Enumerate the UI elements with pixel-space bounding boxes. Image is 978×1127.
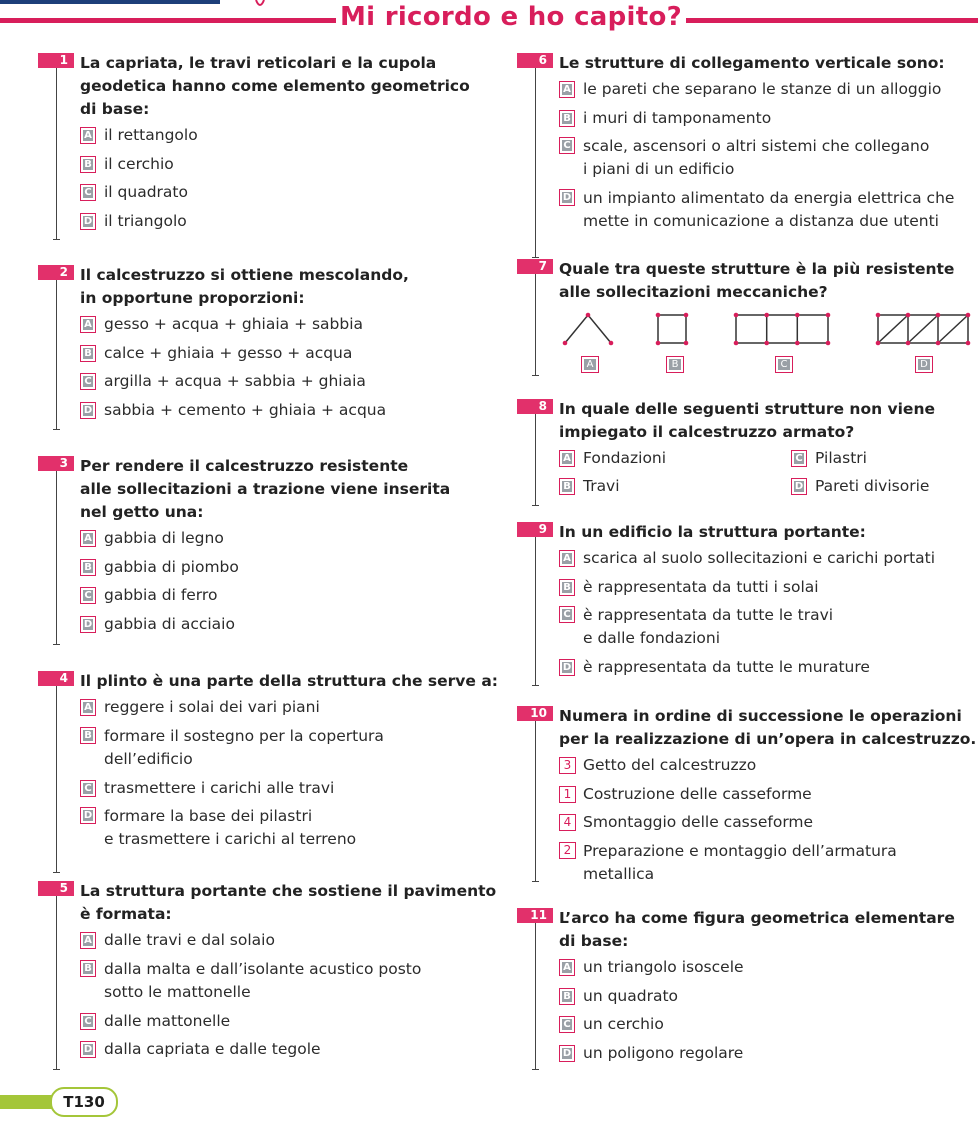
- option-d[interactable]: D è rappresentata da tutte le murature: [559, 653, 978, 682]
- question-text: L’arco ha come figura geometrica elementare di base:: [559, 909, 955, 950]
- option-c[interactable]: C il quadrato: [80, 178, 498, 207]
- option-b[interactable]: B il cerchio: [80, 150, 498, 179]
- option-a[interactable]: A gabbia di legno: [80, 524, 498, 553]
- decorative-bulb-icon: [254, 0, 266, 10]
- option-b[interactable]: B formare il sostegno per la copertura dell’edificio: [80, 722, 508, 774]
- option-a[interactable]: A Fondazioni: [559, 444, 666, 472]
- option-a[interactable]: A il rettangolo: [80, 121, 498, 150]
- question-number: 1: [38, 53, 74, 68]
- question-3: [38, 455, 498, 645]
- option-c[interactable]: C argilla + acqua + sabbia + ghiaia: [80, 367, 498, 396]
- step-number[interactable]: 2: [559, 842, 576, 859]
- option-c[interactable]: C trasmettere i carichi alle travi: [80, 774, 508, 803]
- header-rule-left: [0, 18, 336, 23]
- question-text: Il plinto è una parte della struttura che serve a:: [80, 672, 498, 690]
- step-item[interactable]: 3 Getto del calcestruzzo: [559, 751, 978, 780]
- structure-c-label[interactable]: C: [775, 356, 793, 373]
- question-6: [517, 52, 978, 258]
- option-b[interactable]: B Travi: [559, 472, 620, 500]
- option-c[interactable]: C un cerchio: [559, 1010, 978, 1039]
- question-text: Il calcestruzzo si ottiene mescolando, in opportune proporzioni:: [80, 266, 409, 307]
- option-a[interactable]: A gesso + acqua + ghiaia + sabbia: [80, 310, 498, 339]
- question-number: 6: [517, 53, 553, 68]
- option-b[interactable]: B calce + ghiaia + gesso + acqua: [80, 339, 498, 368]
- step-item[interactable]: 1 Costruzione delle casseforme: [559, 780, 978, 809]
- page-number: T130: [50, 1087, 118, 1117]
- option-c[interactable]: C Pilastri: [791, 444, 867, 472]
- question-text: Quale tra queste strutture è la più resistente alle sollecitazioni meccaniche?: [559, 260, 955, 301]
- option-d[interactable]: D dalla capriata e dalle tegole: [80, 1035, 508, 1064]
- structure-a-label[interactable]: A: [581, 356, 599, 373]
- option-a[interactable]: A scarica al suolo sollecitazioni e carichi portati: [559, 544, 978, 573]
- option-b[interactable]: B gabbia di piombo: [80, 553, 498, 582]
- question-4: [38, 670, 508, 873]
- step-number[interactable]: 4: [559, 814, 576, 831]
- option-b[interactable]: B un quadrato: [559, 982, 978, 1011]
- question-text: Per rendere il calcestruzzo resistente alle sollecitazioni a trazione viene inserita nel getto una:: [80, 457, 451, 521]
- page-title: Mi ricordo e ho capito?: [336, 0, 686, 34]
- question-5: [38, 880, 508, 1070]
- option-d[interactable]: D gabbia di acciaio: [80, 610, 498, 639]
- structure-b-label[interactable]: B: [666, 356, 684, 373]
- option-c[interactable]: C è rappresentata da tutte le travi e dalle fondazioni: [559, 601, 978, 653]
- question-1: [38, 52, 498, 240]
- option-a[interactable]: A dalle travi e dal solaio: [80, 926, 508, 955]
- question-8: [517, 398, 978, 506]
- question-number: 5: [38, 881, 74, 896]
- option-d[interactable]: D il triangolo: [80, 207, 498, 236]
- option-b[interactable]: B i muri di tamponamento: [559, 104, 978, 133]
- question-2: [38, 264, 498, 430]
- option-a[interactable]: A reggere i solai dei vari piani: [80, 693, 508, 722]
- header-rule-right: [686, 18, 978, 23]
- structure-d-label[interactable]: D: [915, 356, 933, 373]
- question-number: 9: [517, 522, 553, 537]
- step-item[interactable]: 2 Preparazione e montaggio dell’armatura metallica: [559, 837, 978, 889]
- question-text: In quale delle seguenti strutture non viene impiegato il calcestruzzo armato?: [559, 400, 935, 441]
- question-number: 4: [38, 671, 74, 686]
- option-d[interactable]: D Pareti divisorie: [791, 472, 929, 500]
- step-number[interactable]: 1: [559, 786, 576, 803]
- step-number[interactable]: 3: [559, 757, 576, 774]
- option-c[interactable]: C gabbia di ferro: [80, 581, 498, 610]
- option-a[interactable]: A le pareti che separano le stanze di un alloggio: [559, 75, 978, 104]
- structure-c-shape: [736, 315, 828, 343]
- step-item[interactable]: 4 Smontaggio delle casseforme: [559, 808, 978, 837]
- question-number: 10: [517, 706, 553, 721]
- option-c[interactable]: C scale, ascensori o altri sistemi che collegano i piani di un edificio: [559, 132, 978, 184]
- option-c[interactable]: C dalle mattonelle: [80, 1007, 508, 1036]
- question-11: [517, 907, 978, 1070]
- question-number: 2: [38, 265, 74, 280]
- structure-b-shape: [658, 315, 686, 343]
- option-d[interactable]: D sabbia + cemento + ghiaia + acqua: [80, 396, 498, 425]
- question-text: In un edificio la struttura portante:: [559, 523, 866, 541]
- question-10: [517, 705, 978, 882]
- question-9: [517, 521, 978, 686]
- structures-diagram: [560, 310, 978, 350]
- question-text: La struttura portante che sostiene il pavimento è formata:: [80, 882, 497, 923]
- option-a[interactable]: A un triangolo isoscele: [559, 953, 978, 982]
- question-number: 7: [517, 259, 553, 274]
- header-top-bar: [0, 0, 220, 4]
- question-number: 11: [517, 908, 553, 923]
- structure-a-shape: [565, 315, 611, 343]
- question-number: 3: [38, 456, 74, 471]
- option-d[interactable]: D un impianto alimentato da energia elettrica che mette in comunicazione a distanza due utenti: [559, 184, 978, 236]
- option-d[interactable]: D un poligono regolare: [559, 1039, 978, 1068]
- question-text: Le strutture di collegamento verticale sono:: [559, 54, 945, 72]
- option-b[interactable]: B è rappresentata da tutti i solai: [559, 573, 978, 602]
- option-d[interactable]: D formare la base dei pilastri e trasmettere i carichi al terreno: [80, 802, 508, 854]
- option-b[interactable]: B dalla malta e dall’isolante acustico posto sotto le mattonelle: [80, 955, 508, 1007]
- question-text: Numera in ordine di successione le operazioni per la realizzazione di un’opera in calcestruzzo.: [559, 707, 977, 748]
- question-text: La capriata, le travi reticolari e la cupola geodetica hanno come elemento geometrico di base:: [80, 54, 470, 118]
- question-number: 8: [517, 399, 553, 414]
